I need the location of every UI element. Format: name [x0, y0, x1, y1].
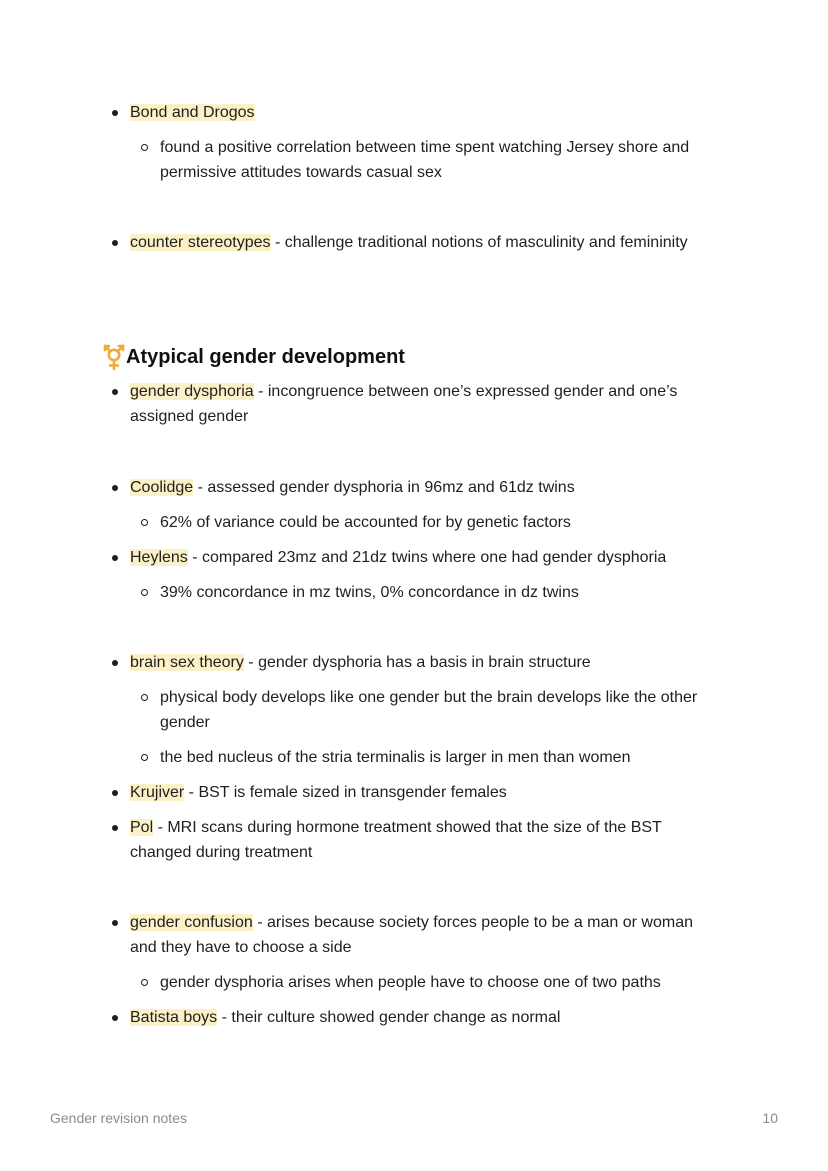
item-text: permissive attitudes towards casual sex — [160, 164, 442, 181]
item-text: - assessed gender dysphoria in 96mz and 61dz twins — [193, 479, 575, 496]
footer-title: Gender revision notes — [50, 1110, 187, 1126]
item-text: assigned gender — [130, 408, 249, 425]
item-text: found a positive correlation between time spent watching Jersey shore and — [160, 139, 690, 156]
term-highlight: brain sex theory — [130, 654, 244, 671]
sub-bullet — [141, 144, 148, 151]
sub-bullet — [141, 694, 148, 701]
item-text: - MRI scans during hormone treatment showed that the size of the BST — [153, 819, 662, 836]
term-highlight: gender dysphoria — [130, 383, 254, 400]
item-text: - BST is female sized in transgender females — [184, 784, 507, 801]
bullet — [112, 660, 118, 666]
item-text: - compared 23mz and 21dz twins where one had gender dysphoria — [187, 549, 667, 566]
term-highlight: Pol — [130, 819, 154, 836]
bullet — [112, 555, 118, 561]
item-text: - challenge traditional notions of masculinity and femininity — [270, 234, 688, 251]
item-text: 62% of variance could be accounted for by genetic factors — [160, 514, 571, 531]
item-text: the bed nucleus of the stria terminalis is larger in men than women — [160, 749, 631, 766]
item-text: - arises because society forces people to be a man or woman — [252, 914, 693, 931]
item-text: - gender dysphoria has a basis in brain structure — [243, 654, 591, 671]
item-text: gender — [160, 714, 210, 731]
bullet — [112, 389, 118, 395]
item-text: changed during treatment — [130, 844, 313, 861]
bullet — [112, 825, 118, 831]
term-highlight: Coolidge — [130, 479, 194, 496]
item-text: 39% concordance in mz twins, 0% concordance in dz twins — [160, 584, 579, 601]
term-highlight: Bond and Drogos — [130, 104, 255, 121]
bullet — [112, 790, 118, 796]
page-number: 10 — [762, 1110, 778, 1126]
bullet — [112, 1015, 118, 1021]
heading-text: Atypical gender development — [126, 346, 405, 368]
sub-bullet — [141, 754, 148, 761]
bullet — [112, 485, 118, 491]
item-text: physical body develops like one gender but the brain develops like the other — [160, 689, 698, 706]
sub-bullet — [141, 589, 148, 596]
bullet — [112, 920, 118, 926]
transgender-symbol-icon — [101, 340, 127, 372]
term-highlight: counter stereotypes — [130, 234, 271, 251]
bullet — [112, 240, 118, 246]
item-text: and they have to choose a side — [130, 939, 352, 956]
bullet — [112, 110, 118, 116]
section-heading — [101, 340, 405, 372]
term-highlight: Batista boys — [130, 1009, 218, 1026]
term-highlight: gender confusion — [130, 914, 253, 931]
sub-bullet — [141, 979, 148, 986]
term-highlight: Heylens — [130, 549, 188, 566]
term-highlight: Krujiver — [130, 784, 185, 801]
item-text: - incongruence between one’s expressed gender and one’s — [253, 383, 678, 400]
item-text: - their culture showed gender change as normal — [217, 1009, 561, 1026]
item-text: gender dysphoria arises when people have to choose one of two paths — [160, 974, 661, 991]
sub-bullet — [141, 519, 148, 526]
